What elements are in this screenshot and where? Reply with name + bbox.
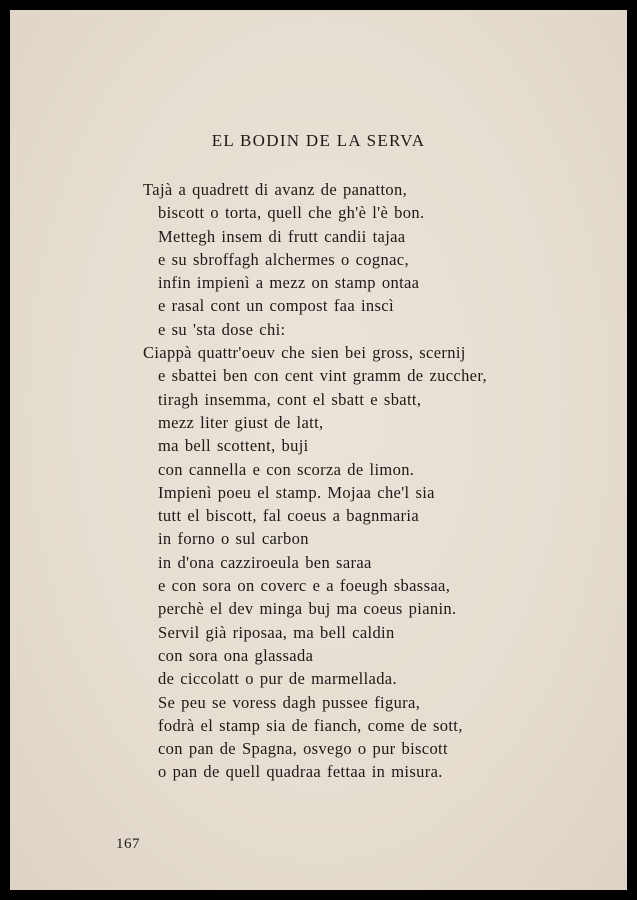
poem-line: Tajà a quadrett di avanz de panatton, bbox=[143, 180, 408, 199]
poem-line: e con sora on coverc e a foeugh sbassaa, bbox=[158, 576, 451, 596]
poem-line: de ciccolatt o pur de marmellada. bbox=[158, 669, 397, 689]
poem-line: con pan de Spagna, osvego o pur biscott bbox=[158, 739, 448, 759]
poem-line: Se peu se voress dagh pussee figura, bbox=[158, 692, 421, 712]
poem-line: o pan de quell quadraa fettaa in misura. bbox=[158, 762, 443, 782]
book-page bbox=[10, 10, 627, 890]
poem-line: Impienì poeu el stamp. Mojaa che'l sia bbox=[158, 482, 435, 502]
poem-line: con sora ona glassada bbox=[158, 645, 314, 665]
poem-line: Servil già riposaa, ma bell caldin bbox=[158, 622, 395, 642]
poem-title: EL BODIN DE LA SERVA bbox=[211, 131, 426, 150]
page-number: 167 bbox=[116, 836, 140, 852]
poem-line: mezz liter giust de latt, bbox=[158, 412, 324, 432]
poem-line: Ciappà quattr'oeuv che sien bei gross, scernij bbox=[143, 343, 466, 363]
poem-line: perchè el dev minga buj ma coeus pianin. bbox=[158, 599, 457, 619]
poem-body bbox=[10, 178, 627, 784]
poem-line: fodrà el stamp sia de fianch, come de sott, bbox=[158, 715, 463, 735]
poem-line: in forno o sul carbon bbox=[158, 529, 309, 549]
poem-line: e sbattei ben con cent vint gramm de zuccher, bbox=[158, 366, 488, 386]
poem-line: in d'ona cazziroeula ben saraa bbox=[158, 552, 372, 572]
poem-line: tutt el biscott, fal coeus a bagnmaria bbox=[158, 506, 420, 526]
poem-line: biscott o torta, quell che gh'è l'è bon. bbox=[158, 203, 425, 223]
poem-line: ma bell scottent, buji bbox=[158, 436, 309, 456]
poem-line: infin impienì a mezz on stamp ontaa bbox=[158, 273, 420, 293]
poem-line: Mettegh insem di frutt candii tajaa bbox=[158, 226, 406, 246]
poem-line: con cannella e con scorza de limon. bbox=[158, 459, 415, 479]
poem-line: tiragh insemma, cont el sbatt e sbatt, bbox=[158, 389, 422, 409]
poem-line: e rasal cont un compost faa inscì bbox=[158, 296, 394, 316]
poem-line: e su 'sta dose chi: bbox=[158, 319, 286, 339]
poem-line: e su sbroffagh alchermes o cognac, bbox=[158, 249, 409, 269]
